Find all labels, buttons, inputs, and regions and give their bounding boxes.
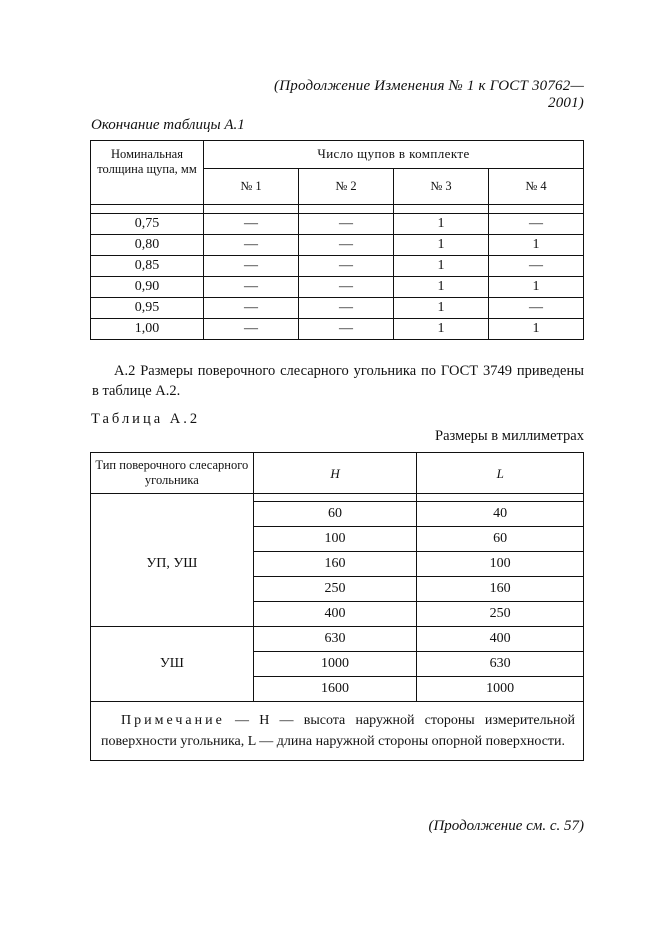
table-cell: 400	[253, 602, 417, 627]
table-cell: —	[489, 256, 584, 277]
table-cell: —	[299, 277, 394, 298]
table2-header-type: Тип поверочного слесарного угольника	[91, 453, 254, 494]
table-row	[91, 235, 584, 256]
table-cell: 1600	[253, 677, 417, 702]
table-cell: 0,75	[91, 214, 204, 235]
table-cell: 60	[417, 527, 584, 552]
table-cell: 1	[489, 235, 584, 256]
table-cell: 1	[489, 277, 584, 298]
table-cell: —	[489, 298, 584, 319]
table-cell: —	[489, 214, 584, 235]
table-cell: 100	[417, 552, 584, 577]
table-cell: 0,85	[91, 256, 204, 277]
note-text: — H — высота наружной стороны измерительной поверхности угольника, L — длина наружной стороны опорной поверхности.	[101, 713, 575, 749]
table-row	[91, 298, 584, 319]
table-cell: 1	[394, 298, 489, 319]
table-cell: —	[299, 256, 394, 277]
table2-header-l: L	[417, 453, 584, 494]
table-cell: 400	[417, 627, 584, 652]
table-cell: 1	[394, 319, 489, 340]
table2-caption: Таблица А.2	[91, 411, 201, 427]
table1-caption: Окончание таблицы А.1	[91, 117, 245, 133]
table-cell: 160	[417, 577, 584, 602]
table1-header-col2: № 2	[299, 168, 394, 204]
table2	[90, 452, 584, 761]
table-cell: 0,90	[91, 277, 204, 298]
continuation-footer: (Продолжение см. с. 57)	[428, 818, 584, 834]
table-cell: 1000	[253, 652, 417, 677]
units-note: Размеры в миллиметрах	[435, 428, 584, 444]
table-row	[91, 502, 584, 527]
table-cell: 100	[253, 527, 417, 552]
table-cell: 1	[394, 256, 489, 277]
table-cell: 630	[417, 652, 584, 677]
table-cell: —	[299, 214, 394, 235]
table-cell: 250	[417, 602, 584, 627]
table-row	[91, 214, 584, 235]
table-cell: 160	[253, 552, 417, 577]
table-cell: 1000	[417, 677, 584, 702]
table-cell: 1	[394, 277, 489, 298]
table-cell: —	[204, 214, 299, 235]
table2-header-h: H	[253, 453, 417, 494]
table-cell: —	[204, 319, 299, 340]
table1	[90, 140, 584, 340]
table-cell: —	[299, 298, 394, 319]
table2-note	[91, 702, 584, 761]
table-cell: 1	[489, 319, 584, 340]
paragraph-a2: А.2 Размеры поверочного слесарного угольника по ГОСТ 3749 приведены в таблице А.2.	[92, 363, 584, 399]
table-cell: 0,80	[91, 235, 204, 256]
table-cell: 40	[417, 502, 584, 527]
table-cell: —	[299, 319, 394, 340]
table1-header-col4: № 4	[489, 168, 584, 204]
table-cell: 630	[253, 627, 417, 652]
table1-header-col3: № 3	[394, 168, 489, 204]
table-cell: —	[299, 235, 394, 256]
table2-group-type: УШ	[91, 627, 254, 702]
table-cell: —	[204, 256, 299, 277]
table-cell: 1	[394, 214, 489, 235]
table-cell: —	[204, 298, 299, 319]
table-cell: 0,95	[91, 298, 204, 319]
table-cell: —	[204, 277, 299, 298]
table-row	[91, 319, 584, 340]
table2-group-type: УП, УШ	[91, 502, 254, 627]
table-cell: 1,00	[91, 319, 204, 340]
table-cell: —	[204, 235, 299, 256]
table1-header-count: Число щупов в комплекте	[204, 141, 584, 169]
table-cell: 1	[394, 235, 489, 256]
table1-header-thickness: Номинальная толщина щупа, мм	[91, 141, 204, 205]
continuation-header: (Продолжение Изменения № 1 к ГОСТ 30762—2001)	[274, 78, 584, 111]
table-cell: 250	[253, 577, 417, 602]
table-row	[91, 627, 584, 652]
table-row	[91, 277, 584, 298]
table-row	[91, 256, 584, 277]
table1-header-col1: № 1	[204, 168, 299, 204]
table-cell: 60	[253, 502, 417, 527]
note-lead: Примечание	[121, 713, 225, 728]
